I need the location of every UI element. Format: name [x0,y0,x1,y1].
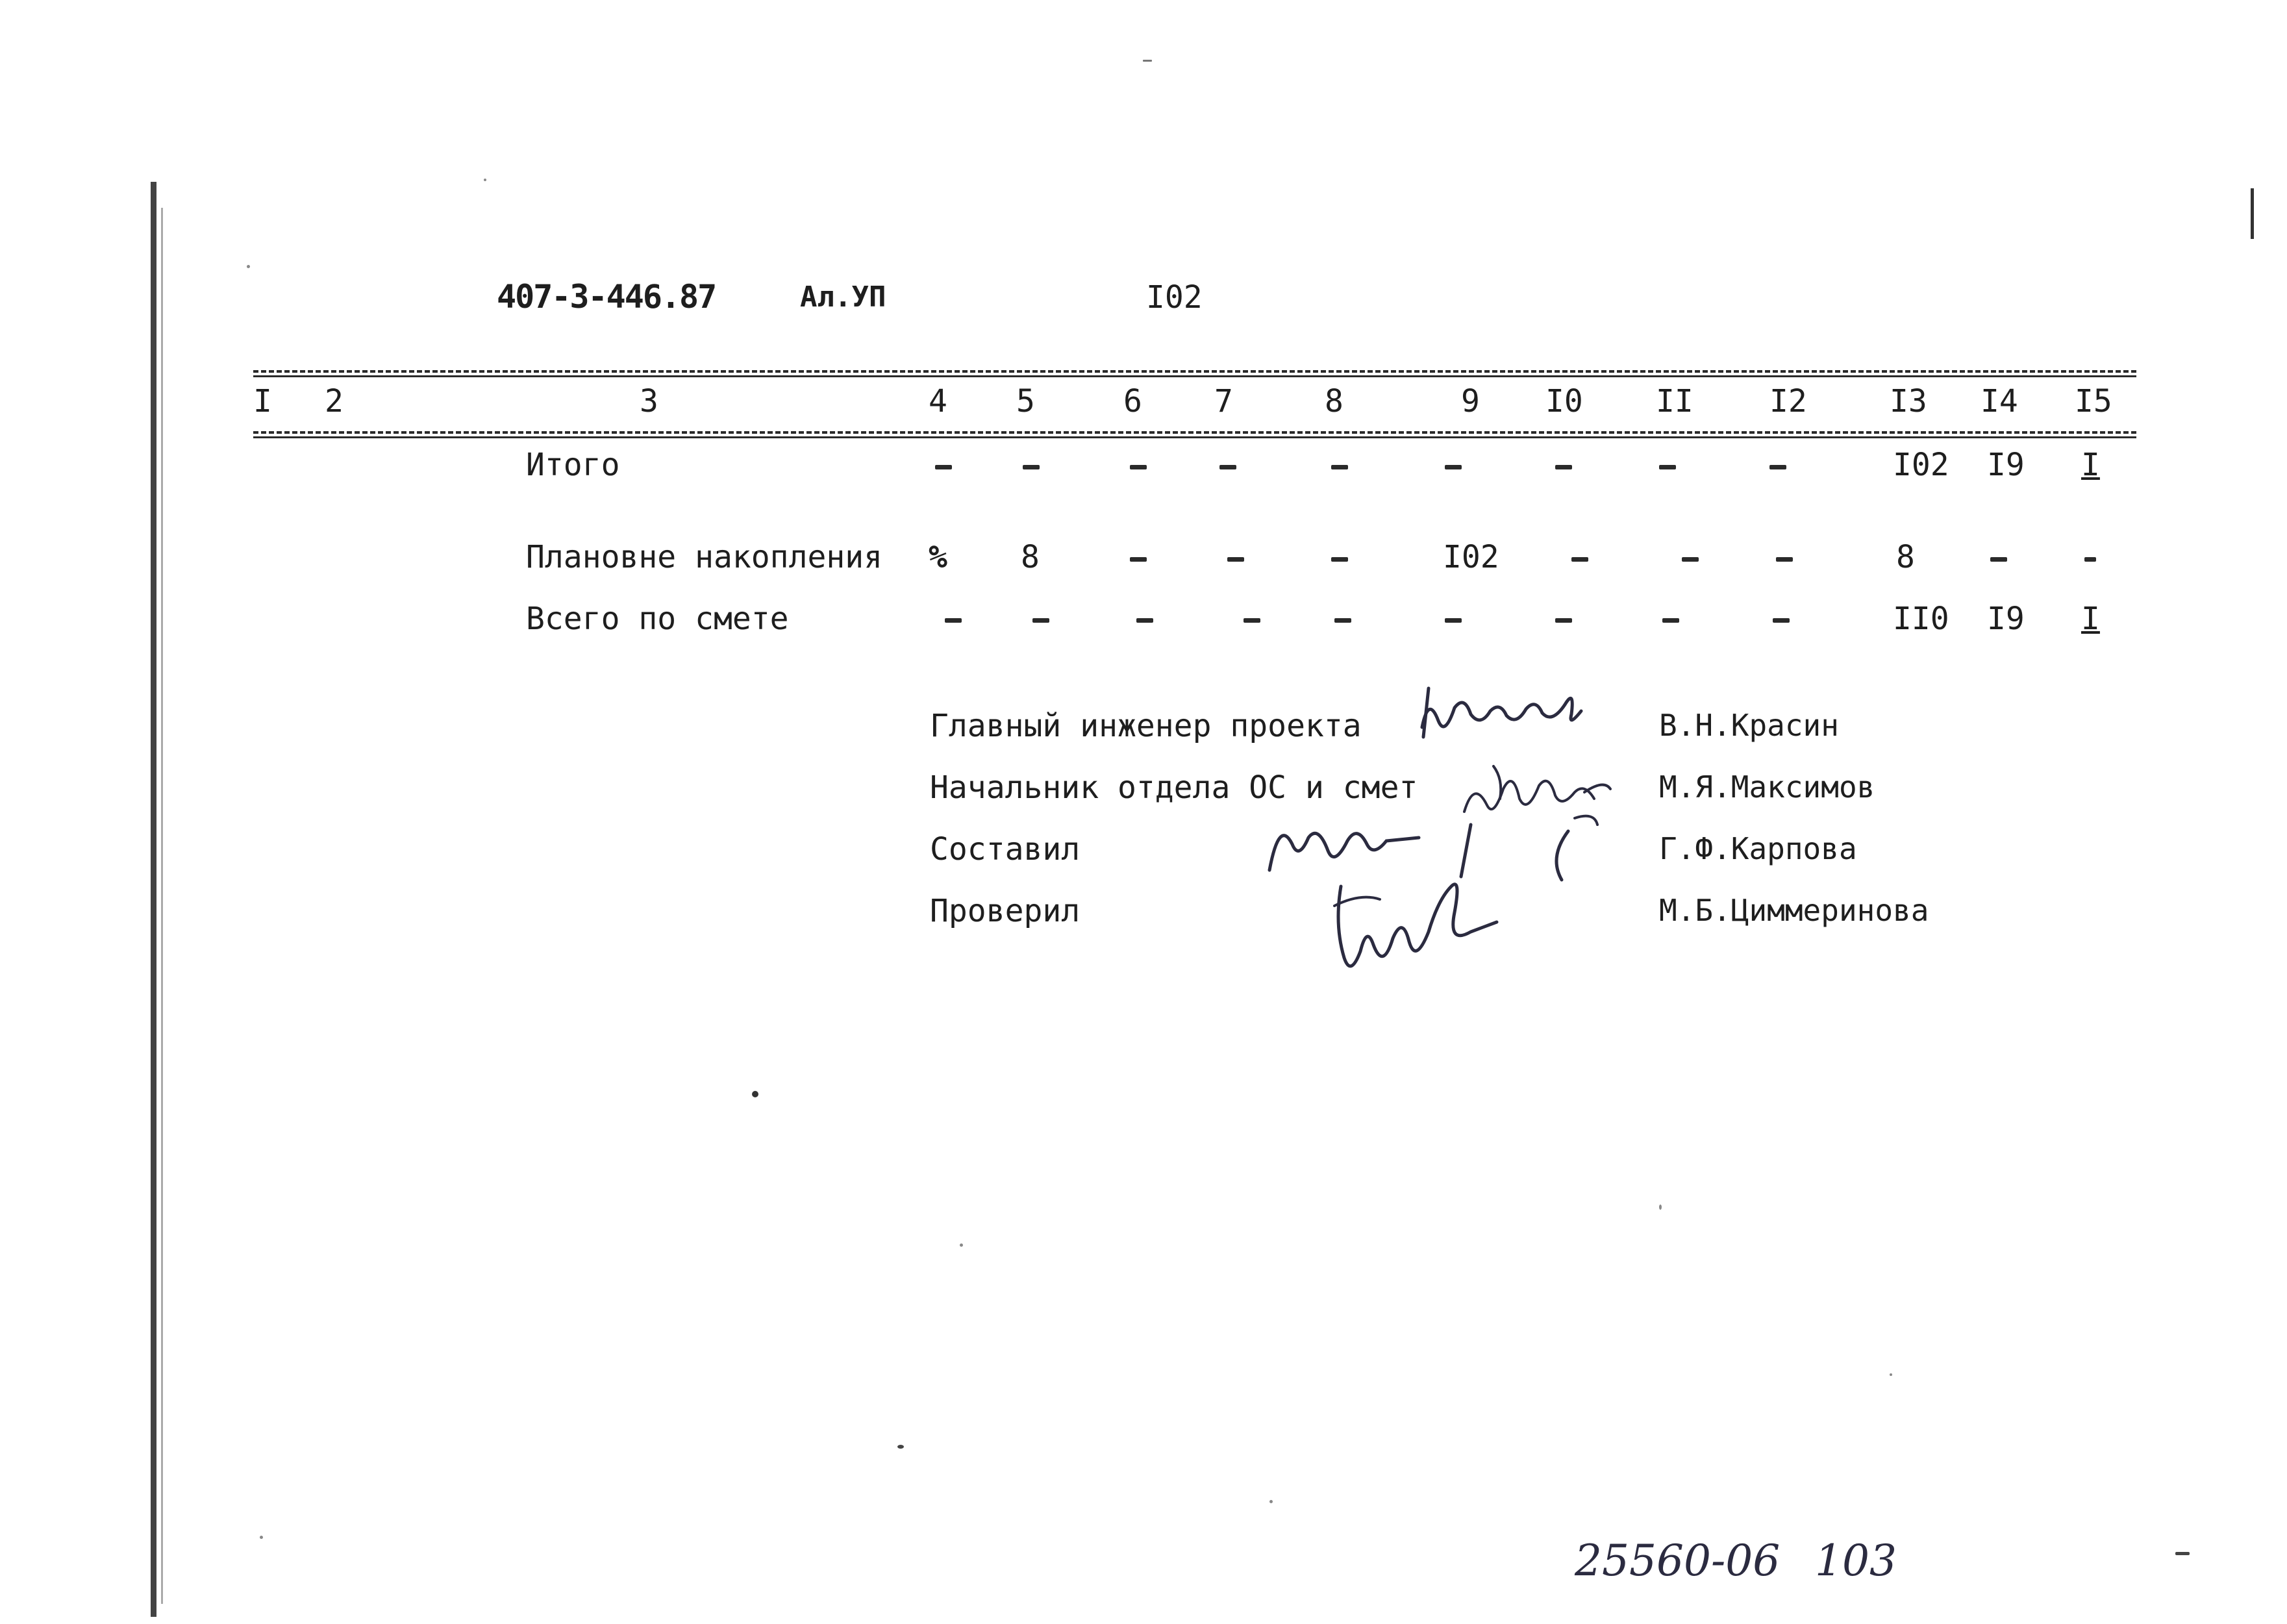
scan-speck [484,179,486,181]
handwritten-signature [1321,860,1510,984]
signature-role: Составил [930,831,1081,868]
scan-speck [1269,1500,1273,1503]
cell-col5: 8 [1021,539,1040,575]
column-number: 5 [1016,383,1035,419]
signature-role: Начальник отдела ОС и смет [930,769,1418,806]
column-number: I4 [1981,383,2018,419]
table-top-rule-2 [253,375,2136,377]
cell-col9: I02 [1443,539,1499,575]
row-label: Плановне накопления [526,539,883,575]
column-number: 2 [325,383,344,419]
empty-cell-dash [1136,618,1153,623]
sheet-number: 103 [1815,1536,1897,1586]
scan-speck [260,1536,263,1539]
column-number: I3 [1890,383,1927,419]
cell-col15: I [2081,447,2100,483]
scan-speck [1890,1373,1892,1376]
empty-cell-dash [1662,618,1679,623]
column-number: II [1656,383,1693,419]
header-bottom-rule [253,431,2136,434]
empty-cell-dash [1659,465,1676,469]
cell-col13: 8 [1896,539,1915,575]
column-number: I [253,383,272,419]
column-number: 6 [1123,383,1142,419]
empty-cell-dash [1571,557,1588,562]
empty-cell-dash [935,465,952,469]
empty-cell-dash [1227,557,1244,562]
header-bottom-rule-2 [253,436,2136,438]
column-number: I2 [1769,383,1807,419]
sheet-label: Ал.УП [800,281,886,314]
row-label: Итого [526,447,620,483]
row-label: Всего по смете [526,601,789,637]
column-number: 3 [640,383,658,419]
empty-cell-dash [1990,557,2007,562]
scan-speck [960,1243,963,1247]
scan-speck [1659,1205,1662,1210]
column-number: 7 [1214,383,1233,419]
empty-cell-dash [1219,465,1236,469]
scan-speck [1143,60,1152,62]
empty-cell-dash [1773,618,1790,623]
archive-number: 25560-06 [1575,1536,1781,1586]
empty-cell-dash [1776,557,1793,562]
scan-speck [247,265,250,268]
scan-speck [2175,1552,2190,1555]
page-number: I02 [1146,279,1203,316]
empty-cell-dash [1769,465,1786,469]
empty-cell-dash [1023,465,1040,469]
scan-speck [897,1445,904,1449]
binding-edge-shadow [161,208,163,1604]
empty-cell-dash [1445,618,1462,623]
signatory-name: М.Б.Циммеринова [1659,893,1929,928]
empty-cell-dash [1130,557,1147,562]
handwritten-signature [1409,675,1597,747]
column-number: 9 [1461,383,1480,419]
column-number: I0 [1545,383,1583,419]
empty-cell-dash [1331,557,1348,562]
cell-col4: % [929,539,947,575]
cell-col14: I9 [1987,447,2025,483]
column-number: I5 [2075,383,2112,419]
empty-cell-dash [1682,557,1699,562]
signature-role: Главный инженер проекта [930,708,1362,744]
binding-edge [151,182,156,1617]
empty-cell-dash [1243,618,1260,623]
column-number: 4 [929,383,947,419]
cell-col15: I [2081,601,2100,637]
empty-cell-dash [1331,465,1348,469]
empty-cell-dash [1130,465,1147,469]
empty-cell-dash [1032,618,1049,623]
signatory-name: В.Н.Красин [1659,708,1839,743]
table-top-rule [253,370,2136,373]
cell-col13: I02 [1893,447,1949,483]
column-number: 8 [1325,383,1343,419]
cell-col13: II0 [1893,601,1949,637]
empty-cell-dash [2084,557,2096,562]
empty-cell-dash [945,618,962,623]
empty-cell-dash [1555,465,1572,469]
empty-cell-dash [1445,465,1462,469]
scan-speck [752,1091,758,1097]
signatory-name: Г.Ф.Карпова [1659,831,1857,866]
doc-code: 407-3-446.87 [497,278,716,316]
signature-role: Проверил [930,893,1081,929]
signatory-name: М.Я.Максимов [1659,769,1875,805]
empty-cell-dash [1334,618,1351,623]
edge-mark [2251,188,2254,239]
empty-cell-dash [1555,618,1572,623]
cell-col14: I9 [1987,601,2025,637]
